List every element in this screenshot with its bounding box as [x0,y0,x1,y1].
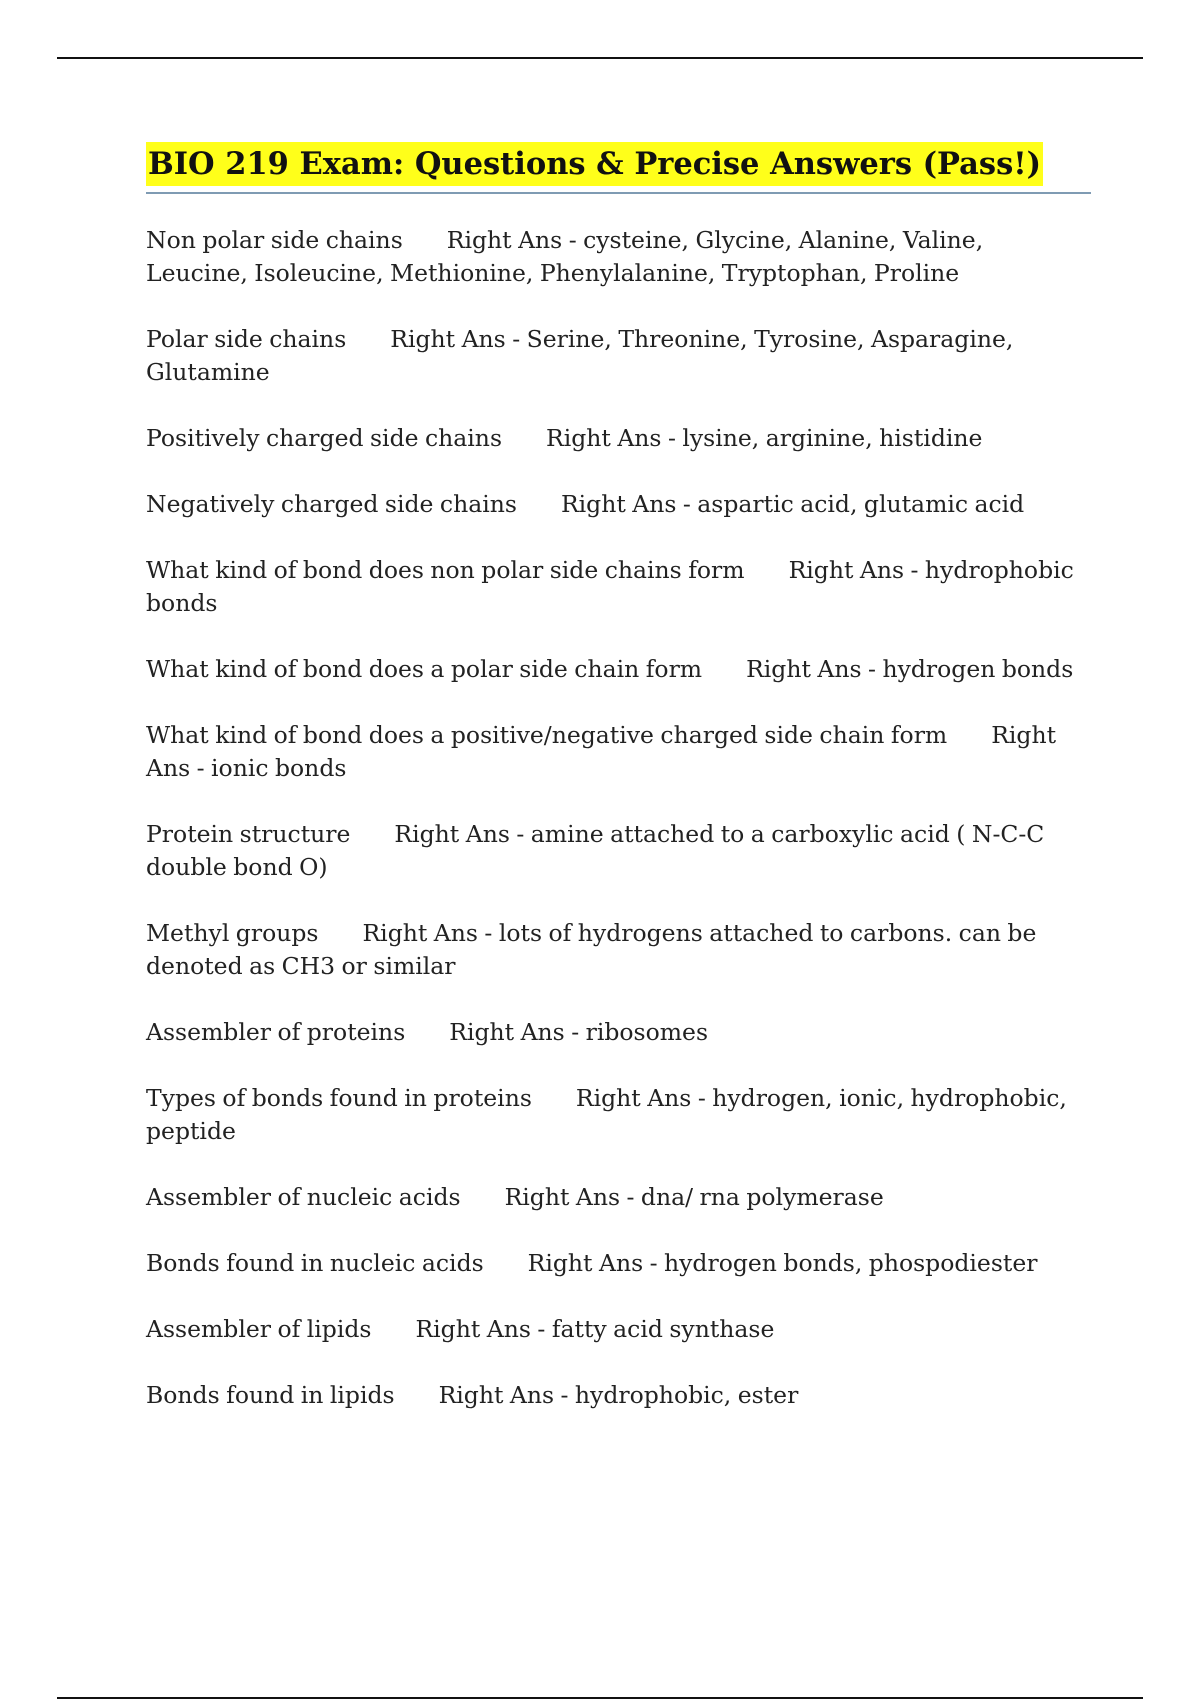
qa-item [146,818,1091,884]
answer-text: Right Ans - fatty acid synthase [415,1315,775,1343]
qa-item [146,917,1091,983]
qa-item [146,1082,1091,1148]
qa-item [146,719,1091,785]
qa-item [146,1379,1091,1412]
question-text: Protein structure [146,820,351,848]
qa-item [146,224,1091,290]
question-text: Assembler of lipids [146,1315,372,1343]
question-text: What kind of bond does non polar side chains form [146,556,745,584]
question-text: Bonds found in lipids [146,1381,395,1409]
answer-text: Right Ans - lysine, arginine, histidine [546,424,983,452]
answer-text: Right Ans - lots of hydrogens attached to carbons. can be denoted as CH3 or similar [146,919,1037,980]
qa-item [146,1181,1091,1214]
question-text: Non polar side chains [146,226,403,254]
answer-text: Right Ans - dna/ rna polymerase [504,1183,884,1211]
question-text: Assembler of proteins [146,1018,406,1046]
question-text: Bonds found in nucleic acids [146,1249,484,1277]
answer-text: Right Ans - hydrogen, ionic, hydrophobic, peptide [146,1084,1067,1145]
qa-item [146,554,1091,620]
question-text: What kind of bond does a positive/negative charged side chain form [146,721,948,749]
question-text: What kind of bond does a polar side chain form [146,655,703,683]
answer-text: Right Ans - hydrophobic bonds [146,556,1074,617]
question-text: Polar side chains [146,325,347,353]
qa-list [146,224,1091,1412]
answer-text: Right Ans - aspartic acid, glutamic acid [560,490,1025,518]
document-body [146,142,1091,1445]
qa-item [146,1313,1091,1346]
qa-item [146,653,1091,686]
document-title: BIO 219 Exam: Questions & Precise Answers (Pass!) [146,142,1043,186]
qa-item [146,1247,1091,1280]
answer-text: Right Ans - hydrogen bonds [746,655,1074,683]
answer-text: Right Ans - ribosomes [449,1018,709,1046]
page-bottom-rule [57,1697,1143,1699]
question-text: Positively charged side chains [146,424,503,452]
title-block [146,142,1091,194]
question-text: Methyl groups [146,919,319,947]
answer-text: Right Ans - cysteine, Glycine, Alanine, Valine, Leucine, Isoleucine, Methionine, Phenylalanine, Tryptophan, Proline [146,226,984,287]
qa-item [146,1016,1091,1049]
qa-item [146,422,1091,455]
answer-text: Right Ans - Serine, Threonine, Tyrosine, Asparagine, Glutamine [146,325,1014,386]
qa-item [146,488,1091,521]
page-top-rule [57,57,1143,59]
answer-text: Right Ans - hydrophobic, ester [438,1381,799,1409]
answer-text: Right Ans - amine attached to a carboxylic acid ( N-C-C double bond O) [146,820,1045,881]
qa-item [146,323,1091,389]
answer-text: Right Ans - hydrogen bonds, phospodiester [527,1249,1038,1277]
answer-text: Right Ans - ionic bonds [146,721,1057,782]
question-text: Types of bonds found in proteins [146,1084,532,1112]
question-text: Assembler of nucleic acids [146,1183,461,1211]
question-text: Negatively charged side chains [146,490,517,518]
